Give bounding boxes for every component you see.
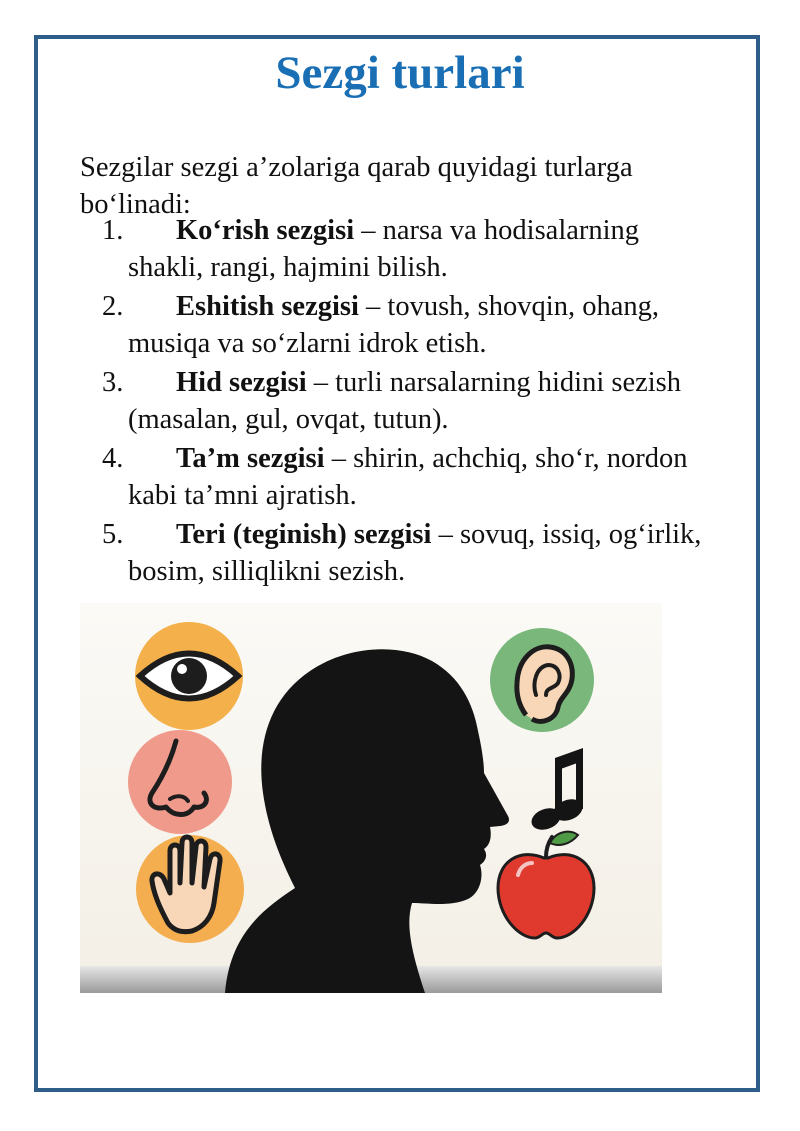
item-term: Hid sezgisi — [176, 367, 307, 398]
intro-text: Sezgilar sezgi a’zolariga qarab quyidagi turlarga bo‘linadi: — [80, 151, 633, 220]
item-number: 1. — [102, 215, 124, 246]
item-term: Ta’m sezgisi — [176, 443, 325, 474]
list-item — [102, 516, 702, 590]
list-item — [102, 364, 702, 438]
ear-icon — [490, 628, 594, 732]
item-number: 5. — [102, 519, 124, 550]
senses-illustration — [80, 603, 662, 993]
item-term: Ko‘rish sezgisi — [176, 215, 355, 246]
item-term: Eshitish sezgisi — [176, 291, 359, 322]
item-description: – turli narsalarning hidini sezish (masalan, gul, ovqat, tutun). — [128, 367, 682, 435]
item-description: – sovuq, issiq, og‘irlik, bosim, silliqlikni sezish. — [128, 519, 702, 587]
item-description: – narsa va hodisalarning shakli, rangi, hajmini bilish. — [128, 215, 640, 283]
page-title: Sezgi turlari — [275, 47, 525, 99]
hand-icon — [136, 835, 244, 943]
item-description: – tovush, shovqin, ohang, musiqa va so‘zlarni idrok etish. — [128, 291, 659, 359]
eye-icon — [135, 622, 243, 730]
list-item — [102, 212, 702, 286]
item-term: Teri (teginish) sezgisi — [176, 519, 432, 550]
item-number: 4. — [102, 443, 124, 474]
item-number: 3. — [102, 367, 124, 398]
nose-icon — [128, 730, 232, 834]
list-item — [102, 288, 702, 362]
item-description: – shirin, achchiq, sho‘r, nordon kabi ta’mni ajratish. — [128, 443, 688, 511]
item-number: 2. — [102, 291, 124, 322]
list-item — [102, 440, 702, 514]
sense-list — [102, 212, 702, 592]
illustration-svg — [80, 603, 662, 993]
